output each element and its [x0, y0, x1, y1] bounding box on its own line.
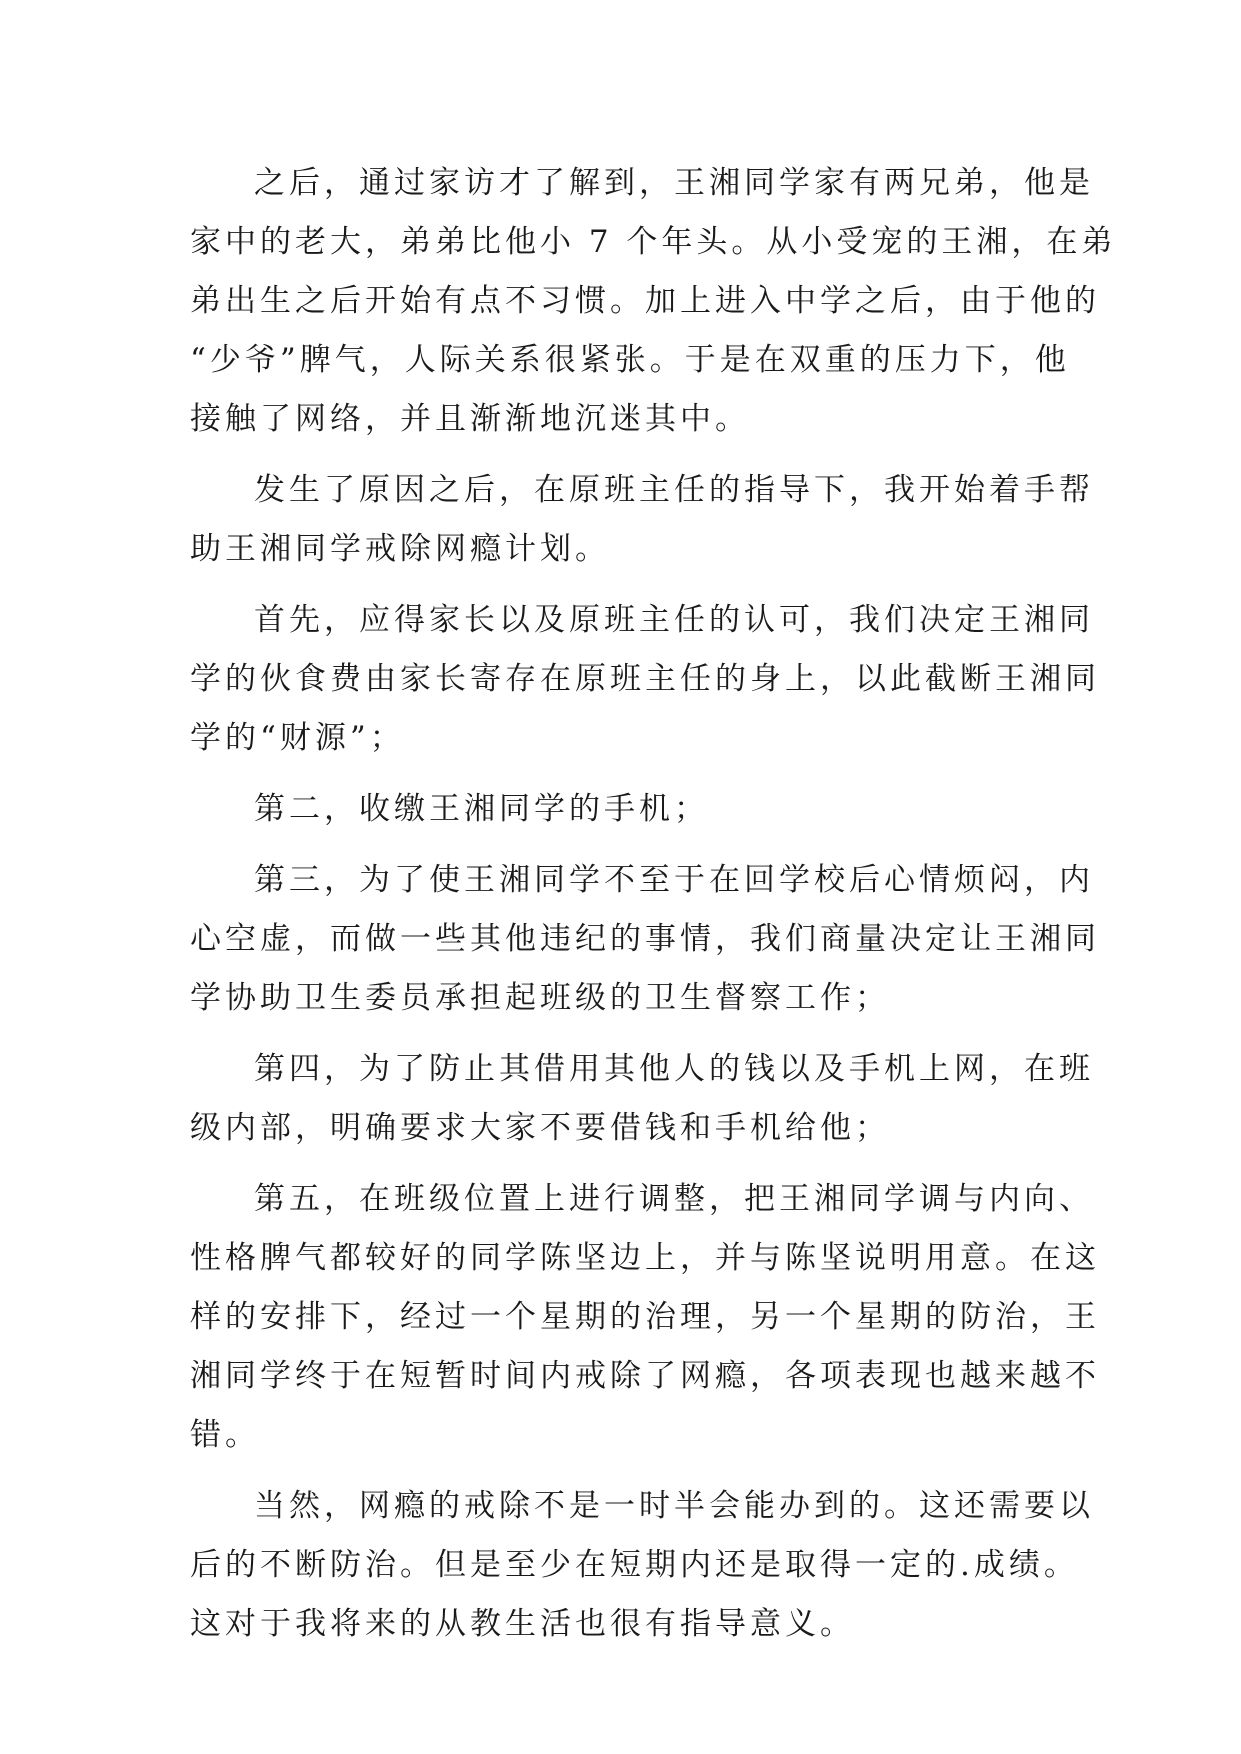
text-line: 第四，为了防止其借用其他人的钱以及手机上网，在班 [254, 1051, 1094, 1087]
text-line: 这对于我将来的从教生活也很有指导意义。 [190, 1606, 855, 1642]
text-line: 学协助卫生委员承担起班级的卫生督察工作； [190, 980, 890, 1016]
text-line: “少爷”脾气，人际关系很紧张。于是在双重的压力下，他 [190, 342, 1070, 378]
text-line: 后的不断防治。但是至少在短期内还是取得一定的.成绩。 [190, 1547, 1079, 1583]
text-line: 接触了网络，并且渐渐地沉迷其中。 [190, 401, 750, 437]
text-line: 错。 [190, 1417, 260, 1453]
text-line: 心空虚，而做一些其他违纪的事情，我们商量决定让王湘同 [190, 921, 1100, 957]
text-line: 发生了原因之后，在原班主任的指导下，我开始着手帮 [254, 472, 1094, 508]
document-body [190, 154, 1117, 1654]
text-line: 性格脾气都较好的同学陈坚边上，并与陈坚说明用意。在这 [190, 1240, 1100, 1276]
text-line: 第三，为了使王湘同学不至于在回学校后心情烦闷，内 [254, 862, 1094, 898]
text-line: 级内部，明确要求大家不要借钱和手机给他； [190, 1110, 890, 1146]
text-line: 学的“财源”； [190, 720, 405, 756]
text-line: 湘同学终于在短暂时间内戒除了网瘾，各项表现也越来越不 [190, 1358, 1100, 1394]
text-line: 家中的老大，弟弟比他小 7 个年头。从小受宠的王湘，在弟 [190, 224, 1117, 260]
text-line: 第二，收缴王湘同学的手机； [254, 791, 709, 827]
text-line: 样的安排下，经过一个星期的治理，另一个星期的防治，王 [190, 1299, 1100, 1335]
text-line: 学的伙食费由家长寄存在原班主任的身上，以此截断王湘同 [190, 661, 1100, 697]
text-line: 助王湘同学戒除网瘾计划。 [190, 531, 610, 567]
text-line: 弟出生之后开始有点不习惯。加上进入中学之后，由于他的 [190, 283, 1100, 319]
text-line: 首先，应得家长以及原班主任的认可，我们决定王湘同 [254, 602, 1094, 638]
text-line: 当然，网瘾的戒除不是一时半会能办到的。这还需要以 [254, 1488, 1094, 1524]
text-line: 第五，在班级位置上进行调整，把王湘同学调与内向、 [254, 1181, 1094, 1217]
text-line: 之后，通过家访才了解到，王湘同学家有两兄弟，他是 [254, 165, 1094, 201]
